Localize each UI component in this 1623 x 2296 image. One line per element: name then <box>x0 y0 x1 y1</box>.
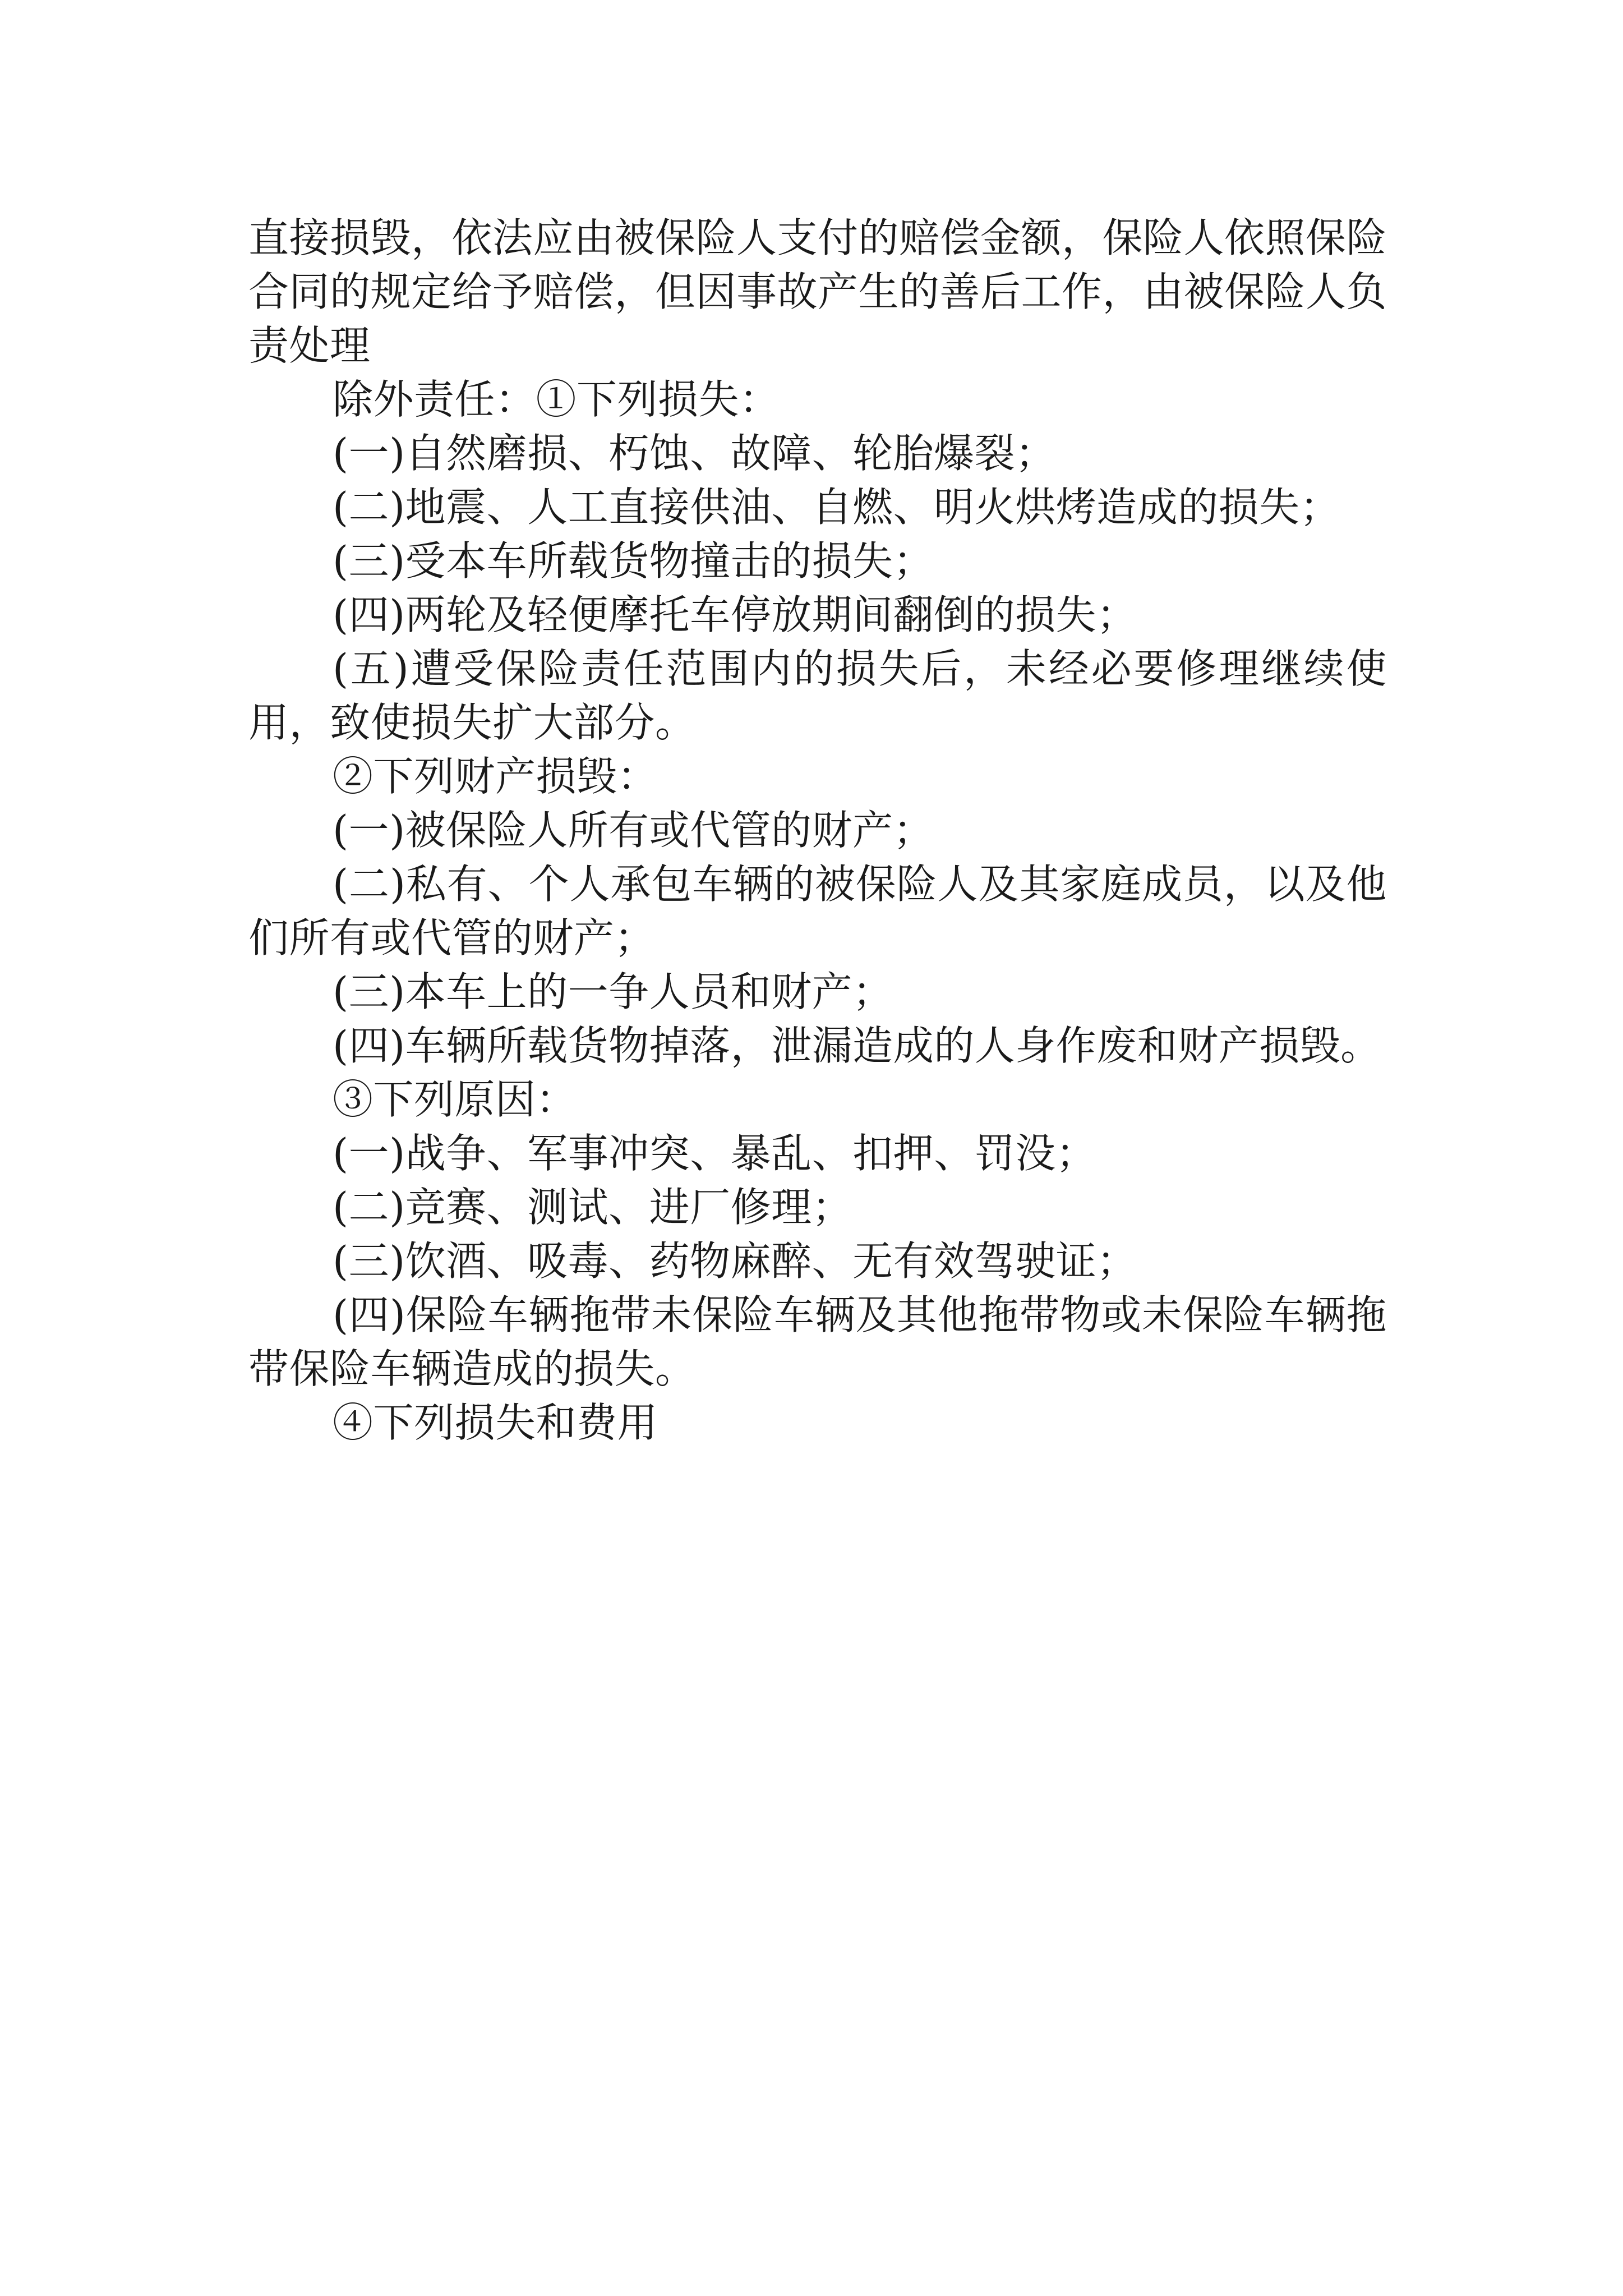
list-item: (三)受本车所载货物撞击的损失； <box>333 537 934 585</box>
list-item: (五)遭受保险责任范围内的损失后，未经必要修理继续使用，致使损失扩大部分。 <box>248 645 1387 746</box>
list-item: (一)战争、军事冲突、暴乱、扣押、罚没； <box>333 1130 1097 1177</box>
section-heading: ④下列损失和费用 <box>333 1399 658 1446</box>
list-item: (一)自然磨损、朽蚀、故障、轮胎爆裂； <box>333 430 1056 477</box>
list-item: (四)保险车辆拖带未保险车辆及其他拖带物或未保险车辆拖带保险车辆造成的损失。 <box>248 1291 1387 1392</box>
section-heading: ②下列财产损毁： <box>333 753 658 800</box>
document-body <box>248 211 1387 1450</box>
list-item: (四)两轮及轻便摩托车停放期间翻倒的损失； <box>333 591 1137 638</box>
list-item: (二)竞赛、测试、进厂修理； <box>333 1184 853 1231</box>
paragraph-exclusions-heading: 除外责任：①下列损失： <box>333 376 780 423</box>
list-item: (四)车辆所载货物掉落，泄漏造成的人身作废和财产损毁。 <box>333 1022 1381 1069</box>
list-item: (二)私有、个人承包车辆的被保险人及其家庭成员，以及他们所有或代管的财产； <box>248 861 1387 961</box>
list-item: (三)饮酒、吸毒、药物麻醉、无有效驾驶证； <box>333 1237 1137 1285</box>
list-item: (三)本车上的一争人员和财产； <box>333 968 893 1015</box>
section-heading: ③下列原因： <box>333 1076 577 1123</box>
list-item: (一)被保险人所有或代管的财产； <box>333 807 934 854</box>
paragraph-continuation: 直接损毁，依法应由被保险人支付的赔偿金额，保险人依照保险合同的规定给予赔偿，但因事故产生的善后工作，由被保险人负责处理 <box>248 214 1387 369</box>
list-item: (二)地震、人工直接供油、自燃、明火烘烤造成的损失； <box>333 484 1341 531</box>
